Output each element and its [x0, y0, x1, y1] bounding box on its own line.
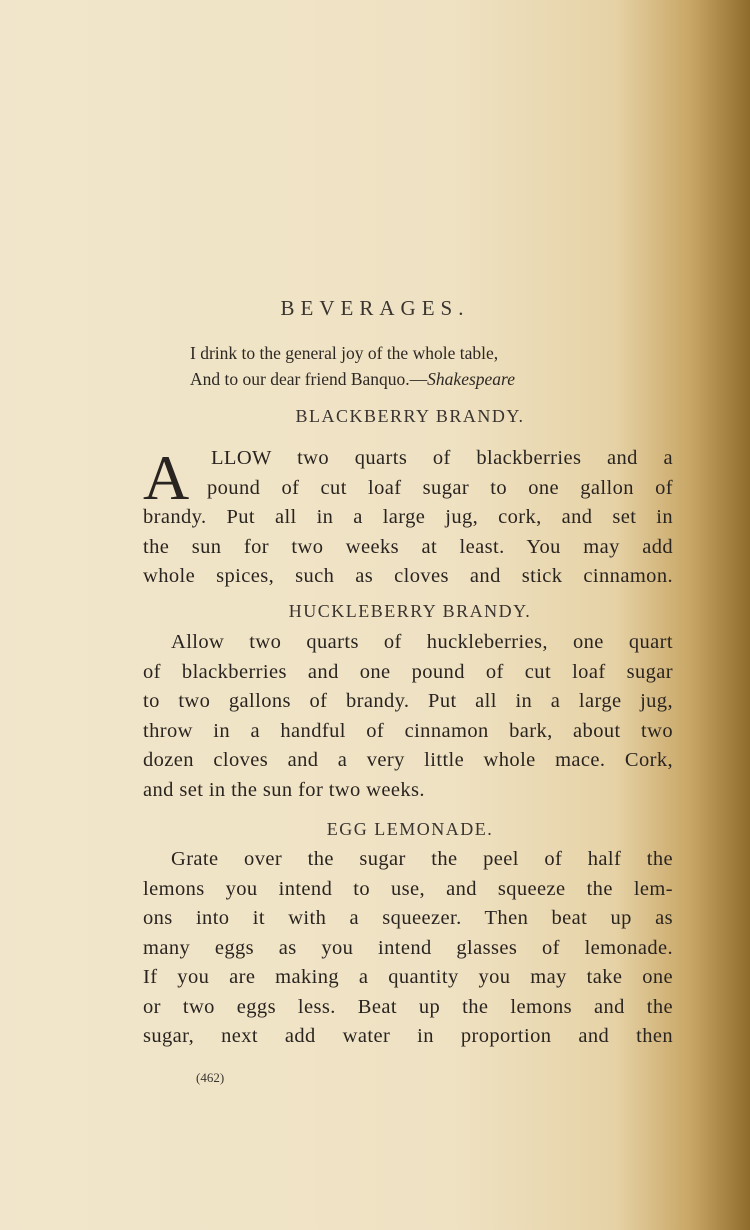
body-line: LLOW two quarts of blackberries and a: [211, 447, 673, 469]
page-number: (462): [196, 1070, 225, 1085]
recipe-body-egg-lemonade: [143, 845, 673, 1052]
drop-cap: A: [143, 442, 190, 513]
body-line: brandy. Put all in a large jug, cork, and set in: [143, 506, 673, 528]
body-line: and set in the sun for two weeks.: [143, 778, 425, 801]
recipe-body-huckleberry-brandy: [143, 628, 673, 805]
body-line: sugar, next add water in proportion and then: [143, 1025, 673, 1047]
body-line: to two gallons of brandy. Put all in a large jug,: [143, 690, 673, 712]
body-line: of blackberries and one pound of cut loaf sugar: [143, 660, 673, 683]
epigraph-author: Shakespeare: [427, 369, 515, 389]
epigraph-line-1: I drink to the general joy of the whole table,: [190, 343, 499, 363]
body-line: dozen cloves and a very little whole mace. Cork,: [143, 749, 673, 771]
recipe-title-blackberry-brandy: BLACKBERRY BRANDY.: [295, 406, 525, 426]
body-line: the sun for two weeks at least. You may add: [143, 535, 673, 558]
body-line: whole spices, such as cloves and stick cinnamon.: [143, 565, 673, 587]
body-line: If you are making a quantity you may take one: [143, 966, 673, 988]
body-line: throw in a handful of cinnamon bark, about two: [143, 719, 673, 742]
epigraph-line-2: [190, 366, 515, 392]
body-line: pound of cut loaf sugar to one gallon of: [207, 476, 673, 499]
epigraph: [190, 340, 515, 392]
body-line: or two eggs less. Beat up the lemons and the: [143, 995, 673, 1018]
body-line: lemons you intend to use, and squeeze the lem-: [143, 877, 673, 900]
recipe-body-blackberry-brandy: [143, 444, 673, 592]
body-line: Allow two quarts of huckleberries, one quart: [171, 631, 673, 653]
epigraph-line-2-text: And to our dear friend Banquo.—: [190, 369, 428, 389]
section-title: BEVERAGES.: [280, 296, 470, 320]
body-line: Grate over the sugar the peel of half the: [171, 848, 673, 870]
recipe-title-huckleberry-brandy: HUCKLEBERRY BRANDY.: [288, 601, 532, 621]
body-line: ons into it with a squeezer. Then beat up as: [143, 907, 673, 929]
recipe-title-egg-lemonade: EGG LEMONADE.: [326, 819, 494, 839]
body-line: many eggs as you intend glasses of lemonade.: [143, 936, 673, 959]
